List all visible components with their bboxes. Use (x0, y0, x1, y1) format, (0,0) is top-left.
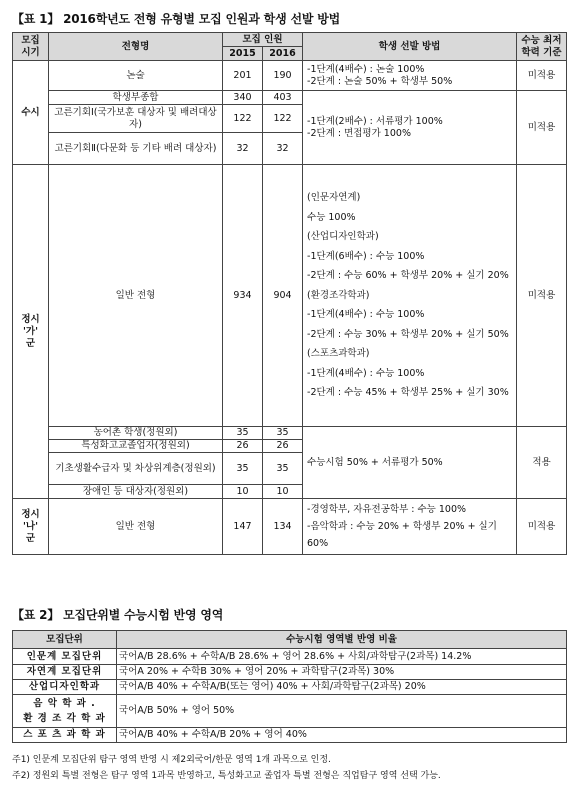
quota-2016: 35 (263, 453, 303, 485)
period-susi: 수시 (13, 61, 49, 165)
header-2016: 2016 (263, 47, 303, 61)
type-name: 일반 전형 (49, 499, 223, 555)
quota-2016: 190 (263, 61, 303, 91)
note-2: 주2) 정원외 특별 전형은 탐구 영역 1과목 반영하고, 특성화고교 졸업자 특별 전형은 직업탐구 영역 선택 가능. (12, 771, 441, 781)
method-susi-b: -1단계(2배수) : 서류평가 100% -2단계 : 면접평가 100% (303, 91, 517, 165)
period-ga: 정시 '가' 군 (13, 165, 49, 499)
quota-2015: 934 (223, 165, 263, 427)
type-name: 논술 (49, 61, 223, 91)
unit-name: 자연계 모집단위 (13, 665, 117, 680)
method-ga-general: (인문자연계) 수능 100% (산업디자인학과) -1단계(6배수) : 수능 100% -2단계 : 수능 60% + 학생부 20% + 실기 20% (환경조각학과) -1단계(4배수) : 수능 100% -2단계 : 수능 30% + 학생부 20% + 실기 50% (스포츠과학과) -1단계(4배수) : 수능 100% -2단계 : 수능 45% + 학생부 25% + 실기 30% (303, 165, 517, 427)
quota-2015: 35 (223, 453, 263, 485)
header-method: 학생 선발 방법 (303, 33, 517, 61)
type-name: 기초생활수급자 및 차상위계층(정원외) (49, 453, 223, 485)
unit-ratio: 국어A/B 40% + 수학A/B(또는 영어) 40% + 사회/과학탐구(2과목) 20% (117, 680, 567, 695)
type-name: 고른기회Ⅰ(국가보훈 대상자 및 배려대상자) (49, 105, 223, 133)
unit-name: 음 악 학 과 . 환 경 조 각 학 과 (13, 695, 117, 728)
quota-2015: 10 (223, 485, 263, 499)
unit-ratio: 국어A/B 28.6% + 수학A/B 28.6% + 영어 28.6% + 사회/과학탐구(2과목) 14.2% (117, 649, 567, 665)
quota-2015: 201 (223, 61, 263, 91)
header-type: 전형명 (49, 33, 223, 61)
quota-2016: 904 (263, 165, 303, 427)
min-na: 미적용 (517, 499, 567, 555)
min-ga-special: 적용 (517, 427, 567, 499)
type-name: 일반 전형 (49, 165, 223, 427)
header-unit: 모집단위 (13, 631, 117, 649)
unit-name: 인문계 모집단위 (13, 649, 117, 665)
unit-ratio: 국어A/B 50% + 영어 50% (117, 695, 567, 728)
table2-title: 【표 2】 모집단위별 수능시험 반영 영역 (12, 608, 224, 622)
type-name: 농어촌 학생(정원외) (49, 427, 223, 440)
period-na: 정시 '나' 군 (13, 499, 49, 555)
unit-name: 산업디자인학과 (13, 680, 117, 695)
unit-name: 스 포 츠 과 학 과 (13, 728, 117, 743)
quota-2015: 340 (223, 91, 263, 105)
quota-2016: 10 (263, 485, 303, 499)
quota-2016: 26 (263, 440, 303, 453)
method-ga-special: 수능시험 50% + 서류평가 50% (303, 427, 517, 499)
sat-table (12, 630, 567, 743)
quota-2015: 26 (223, 440, 263, 453)
note-1: 주1) 인문계 모집단위 탐구 영역 반영 시 제2외국어/한문 영역 1개 과목으로 인정. (12, 755, 331, 765)
min-susi-b: 미적용 (517, 91, 567, 165)
method-susi-a: -1단계(4배수) : 논술 100% -2단계 : 논술 50% + 학생부 50% (303, 61, 517, 91)
quota-2016: 403 (263, 91, 303, 105)
quota-2016: 32 (263, 133, 303, 165)
type-name: 학생부종합 (49, 91, 223, 105)
quota-2015: 147 (223, 499, 263, 555)
header-quota: 모집 인원 (223, 33, 303, 47)
method-na: -경영학부, 자유전공학부 : 수능 100% -음악학과 : 수능 20% + 학생부 20% + 실기 60% (303, 499, 517, 555)
header-period: 모집 시기 (13, 33, 49, 61)
quota-2016: 122 (263, 105, 303, 133)
table1-title: 【표 1】 2016학년도 전형 유형별 모집 인원과 학생 선발 방법 (12, 12, 340, 26)
quota-2015: 35 (223, 427, 263, 440)
type-name: 특성화고교졸업자(정원외) (49, 440, 223, 453)
header-ratio: 수능시험 영역별 반영 비율 (117, 631, 567, 649)
min-ga-general: 미적용 (517, 165, 567, 427)
type-name: 장애인 등 대상자(정원외) (49, 485, 223, 499)
admission-table (12, 32, 567, 555)
header-min: 수능 최저 학력 기준 (517, 33, 567, 61)
quota-2015: 122 (223, 105, 263, 133)
unit-ratio: 국어A 20% + 수학B 30% + 영어 20% + 과학탐구(2과목) 30% (117, 665, 567, 680)
header-2015: 2015 (223, 47, 263, 61)
min-susi-a: 미적용 (517, 61, 567, 91)
quota-2016: 134 (263, 499, 303, 555)
unit-ratio: 국어A/B 40% + 수학A/B 20% + 영어 40% (117, 728, 567, 743)
quota-2015: 32 (223, 133, 263, 165)
type-name: 고른기회Ⅱ(다문화 등 기타 배려 대상자) (49, 133, 223, 165)
quota-2016: 35 (263, 427, 303, 440)
